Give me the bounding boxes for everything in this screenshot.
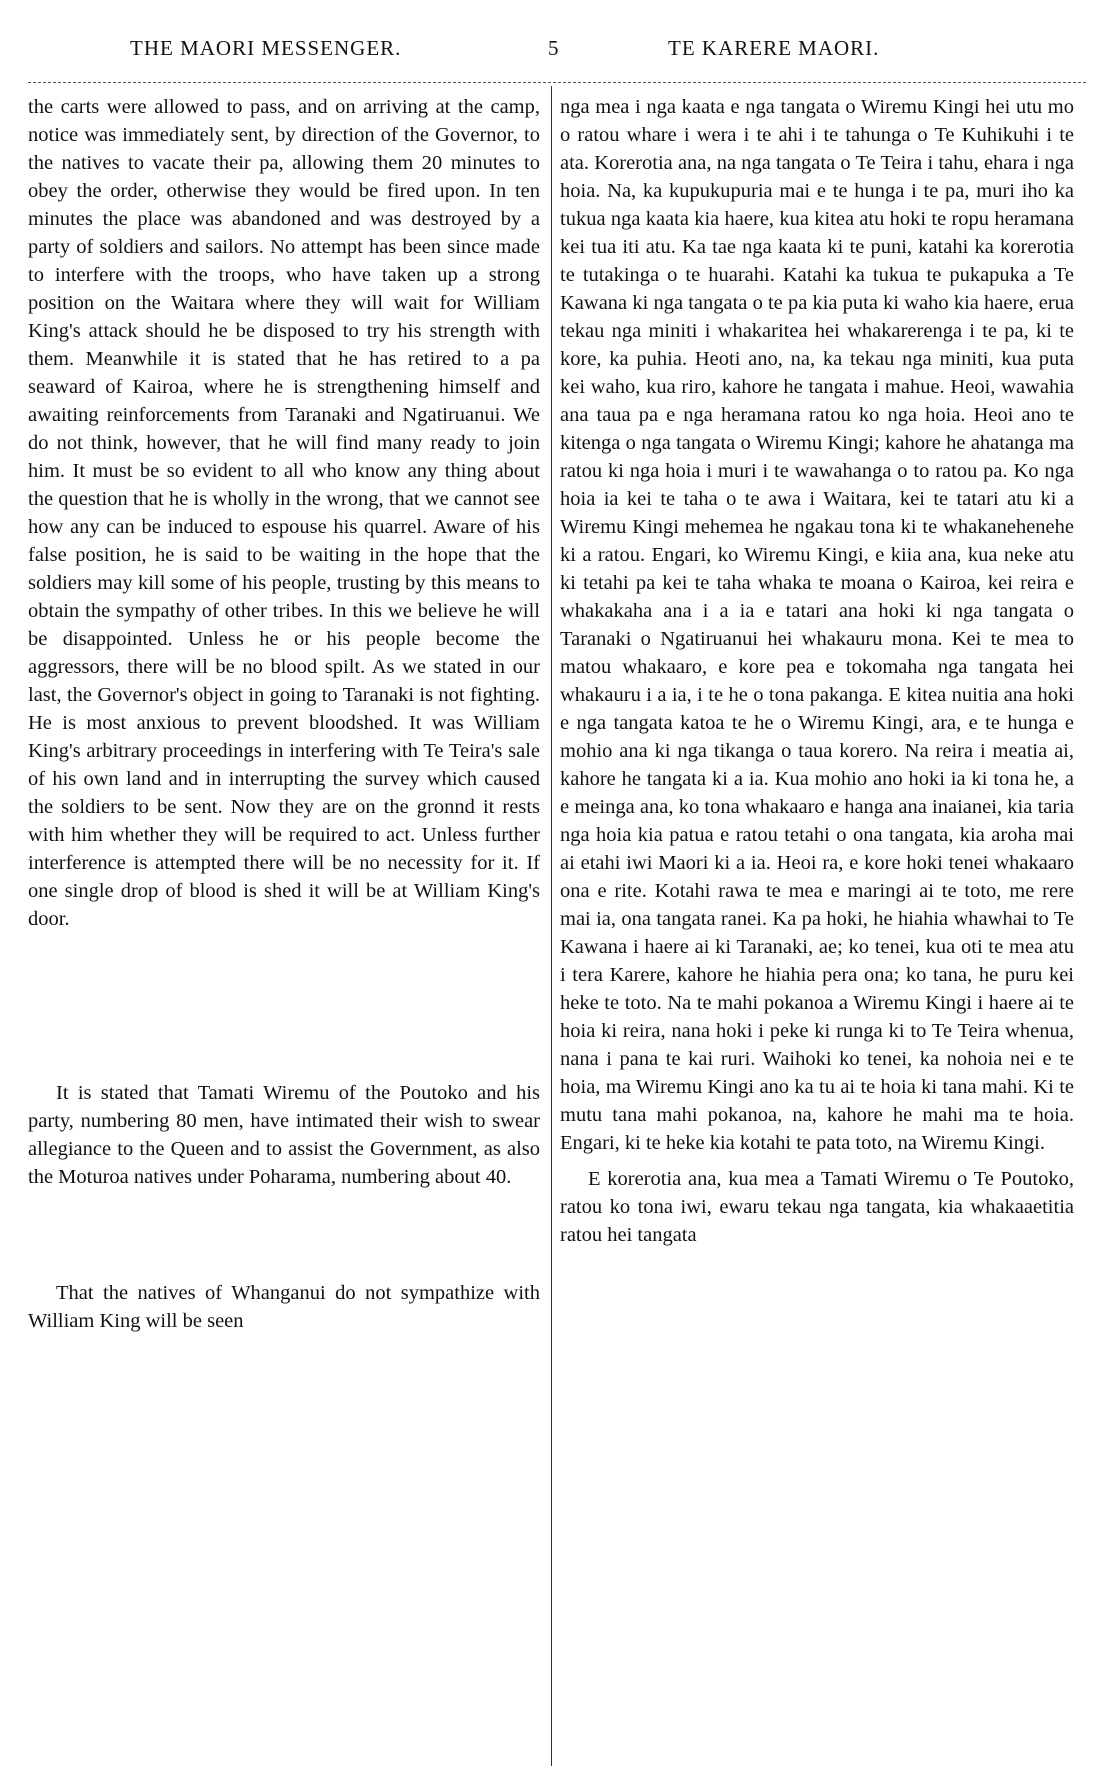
masthead-english: THE MAORI MESSENGER. xyxy=(130,36,402,60)
paragraph-gap xyxy=(560,1157,1074,1165)
paragraph-gap xyxy=(28,1191,540,1279)
masthead-maori: TE KARERE MAORI. xyxy=(668,36,880,60)
column-divider xyxy=(551,86,552,1766)
paragraph-gap xyxy=(28,933,540,1079)
header-rule xyxy=(28,82,1086,83)
english-column xyxy=(28,93,540,1335)
english-news-paragraph: It is stated that Tamati Wiremu of the Poutoko and his party, numbering 80 men, have intimated their wish to swear allegiance to the Queen and to assist the Government, as also the Moturoa natives under Poharama, numbering about 40. xyxy=(28,1082,540,1188)
page-number: 5 xyxy=(548,36,559,60)
maori-article-paragraph: nga mea i nga kaata e nga tangata o Wiremu Kingi hei utu mo o ratou whare i wera i te ahi i te tahunga o Te Kuhikuhi i te ata. Korerotia ana, na nga tangata o Te Teira i tahu, ehara i nga hoia. Na, ka kupukupuria mai e te hunga i te pa, muri iho ka tukua nga kaata kia haere, kua kitea atu hoki te ropu heramana kei tua iti atu. Ka tae nga kaata ki te puni, katahi ka korerotia te tutakinga o te huarahi. Katahi ka tukua te pukapuka a Te Kawana ki nga tangata o te pa kia puta ki waho kia haere, erua tekau nga miniti i whakaritea hei whakarerenga i te pa, ki te kore, ka puhia. Heoti ano, na, ka tekau nga miniti, kua puta kei waho, kua riro, kahore he tangata i mahue. Heoi, wawahia ana taua pa e nga heramana ratou ko nga hoia. Heoi ano te kitenga o nga tangata o Wiremu Kingi; kahore he ahatanga ma ratou ki nga hoia i muri i te wawahanga o to ratou pa. Ko nga hoia ia kei te taha o te awa i Waitara, kei te tatari atu ki a Wiremu Kingi mehemea he ngakau tona ki te whakanehenehe ki a ratou. Engari, ko Wiremu Kingi, e kiia ana, kua neke atu ki tetahi pa kei te taha whaka te moana o Kairoa, kei reira e whakakaha ana i a ia e tatari ana hoki ki nga tangata o Taranaki o Ngatiruanui hei whakauru mona. Kei te mea to matou whakaaro, e kore pea e tokomaha nga tangata hei whakauru i a ia, i te he o tona pakanga. E kitea nuitia ana hoki e nga tangata katoa te he o Wiremu Kingi, ara, e te hunga e mohio ana ki nga tikanga o taua korero. Na reira i meatia ai, kahore he tangata ki a ia. Kua mohio ano hoki ia ki tona he, a e meinga ana, ko tona whakaaro e hanga ana inaianei, kia taria nga hoia kia patua e ratou tetahi o ona tangata, kia aroha mai ai etahi iwi Maori ki a ia. Heoi ra, e kore hoki tenei whakaaro ona e rite. Kotahi rawa te mea e maringi ai te toto, me rere mai ia, ona tangata ranei. Ka pa hoki, he hiahia whawhai to Te Kawana i haere ai ki Taranaki, ae; ko tenei, kua oti te mea atu i tera Karere, kahore he hiahia pera ona; ko tana, he puru kei heke te toto. Na te mahi pokanoa a Wiremu Kingi i haere ai te hoia ki reira, nana hoki i peke ki runga ki to Te Teira whenua, nana i pana te kai ruri. Waihoki ko tenei, ka nohoia nei e te hoia, ma Wiremu Kingi ano ka tu ai te hoia ki tana mahi. Ki te mutu tana mahi pokanoa, na, kahore he mahi ma te hoia. Engari, ki te heke kia kotahi te pata toto, na Wiremu Kingi. xyxy=(560,96,1074,1154)
english-article-paragraph: the carts were allowed to pass, and on arriving at the camp, notice was immediately sent, by direction of the Governor, to the natives to vacate their pa, allowing them 20 minutes to obey the order, otherwise they would be fired upon. In ten minutes the place was abandoned and was destroyed by a party of soldiers and sailors. No attempt has been since made to interfere with the troops, who have taken up a strong position on the Waitara where they will wait for William King's attack should he be disposed to try his strength with them. Meanwhile it is stated that he has retired to a pa seaward of Kairoa, where he is strengthening himself and awaiting reinforcements from Taranaki and Ngatiruanui. We do not think, however, that he will find many ready to join him. It must be so evident to all who know any thing about the question that he is wholly in the wrong, that we cannot see how any can be induced to espouse his quarrel. Aware of his false position, he is said to be waiting in the hope that the soldiers may kill some of his people, trusting by this means to obtain the sympathy of other tribes. In this we believe he will be disappointed. Unless he or his people become the aggressors, there will be no blood spilt. As we stated in our last, the Governor's object in going to Taranaki is not fighting. He is most anxious to prevent bloodshed. It was William King's arbitrary proceedings in interfering with Te Teira's sale of his own land and in interrupting the survey which caused the soldiers to be sent. Now they are on the gronnd it rests with him whether they will be required to act. Unless further interference is attempted there will be no necessity for it. If one single drop of blood is shed it will be at William King's door. xyxy=(28,96,540,930)
maori-news-paragraph: E korerotia ana, kua mea a Tamati Wiremu o Te Poutoko, ratou ko tona iwi, ewaru tekau nga tangata, kia whakaaetitia ratou hei tangata xyxy=(560,1168,1074,1246)
english-news-paragraph: That the natives of Whanganui do not sympathize with William King will be seen xyxy=(28,1282,540,1332)
maori-column xyxy=(560,93,1074,1249)
page-header xyxy=(0,0,1114,70)
